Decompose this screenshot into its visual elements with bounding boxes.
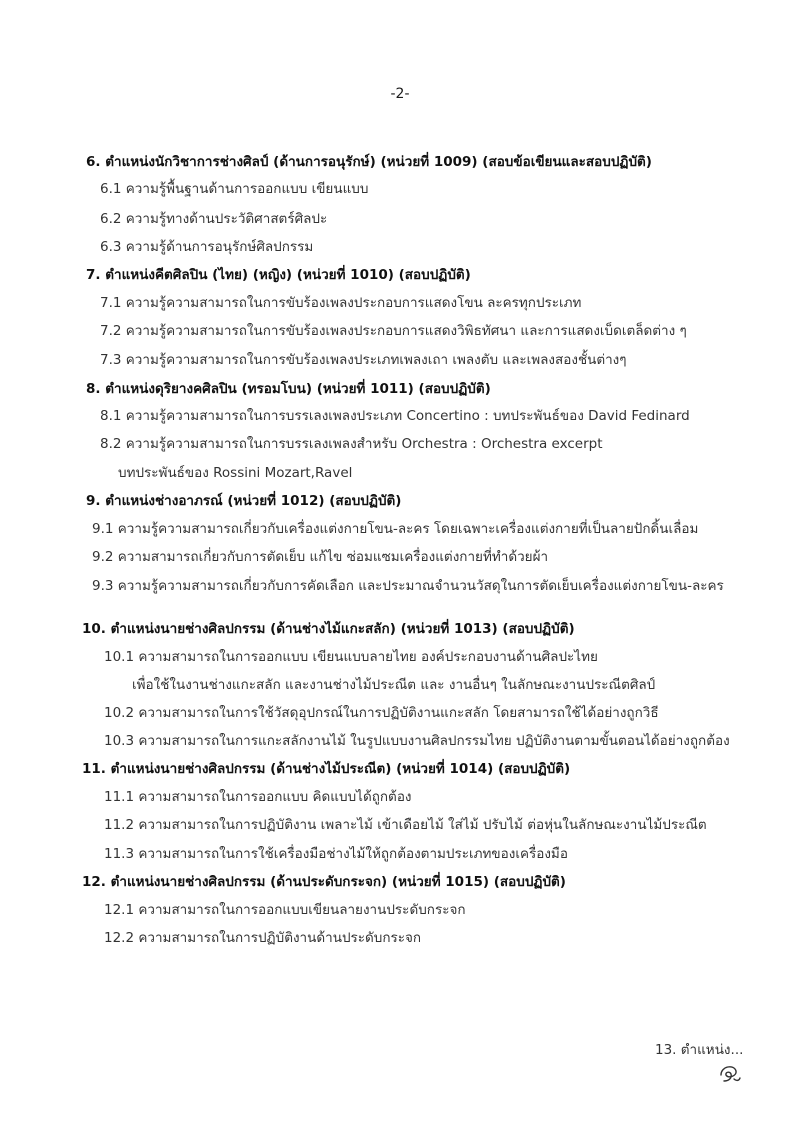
item-11-1: 11.1 ความสามารถในการออกแบบ คิดแบบได้ถูกต้อง xyxy=(104,789,412,805)
item-10-1: 10.1 ความสามารถในการออกแบบ เขียนแบบลายไทย องค์ประกอบงานด้านศิลปะไทย xyxy=(104,649,598,665)
item-7-2: 7.2 ความรู้ความสามารถในการขับร้องเพลงประกอบการแสดงวิพิธทัศนา และการแสดงเบ็ดเตล็ดต่าง ๆ xyxy=(100,323,687,339)
item-8-2-cont: บทประพันธ์ของ Rossini Mozart,Ravel xyxy=(118,465,353,481)
page-number: -2- xyxy=(390,86,410,102)
item-10-3: 10.3 ความสามารถในการแกะสลักงานไม้ ในรูปแบบงานศิลปกรรมไทย ปฏิบัติงานตามขั้นตอนได้อย่างถูกต้อง xyxy=(104,733,730,749)
item-11-2: 11.2 ความสามารถในการปฏิบัติงาน เพลาะไม้ เข้าเดือยไม้ ใส่ไม้ ปรับไม้ ต่อหุ่นในลักษณะงานไม้ประณีต xyxy=(104,817,707,833)
section-11-heading: 11. ตำแหน่งนายช่างศิลปกรรม (ด้านช่างไม้ประณีต) (หน่วยที่ 1014) (สอบปฏิบัติ) xyxy=(82,761,571,777)
item-8-1: 8.1 ความรู้ความสามารถในการบรรเลงเพลงประเภท Concertino : บทประพันธ์ของ David Fedinard xyxy=(100,408,690,424)
item-9-2: 9.2 ความสามารถเกี่ยวกับการตัดเย็บ แก้ไข ซ่อมแซมเครื่องแต่งกายที่ทำด้วยผ้า xyxy=(92,549,549,565)
continuation-note: 13. ตำแหน่ง... xyxy=(655,1042,744,1058)
item-6-3: 6.3 ความรู้ด้านการอนุรักษ์ศิลปกรรม xyxy=(100,239,314,255)
item-11-3: 11.3 ความสามารถในการใช้เครื่องมือช่างไม้ให้ถูกต้องตามประเภทของเครื่องมือ xyxy=(104,846,568,862)
item-8-2: 8.2 ความรู้ความสามารถในการบรรเลงเพลงสำหรับ Orchestra : Orchestra excerpt xyxy=(100,436,603,452)
item-6-1: 6.1 ความรู้พื้นฐานด้านการออกแบบ เขียนแบบ xyxy=(100,181,369,197)
item-6-2: 6.2 ความรู้ทางด้านประวัติศาสตร์ศิลปะ xyxy=(100,211,328,227)
item-7-1: 7.1 ความรู้ความสามารถในการขับร้องเพลงประกอบการแสดงโขน ละครทุกประเภท xyxy=(100,295,582,311)
section-6-heading: 6. ตำแหน่งนักวิชาการช่างศิลป์ (ด้านการอนุรักษ์) (หน่วยที่ 1009) (สอบข้อเขียนและสอบปฏิบัติ) xyxy=(86,154,652,170)
section-8-heading: 8. ตำแหน่งดุริยางคศิลปิน (ทรอมโบน) (หน่วยที่ 1011) (สอบปฏิบัติ) xyxy=(86,381,491,397)
section-12-heading: 12. ตำแหน่งนายช่างศิลปกรรม (ด้านประดับกระจก) (หน่วยที่ 1015) (สอบปฏิบัติ) xyxy=(82,874,566,890)
section-10-heading: 10. ตำแหน่งนายช่างศิลปกรรม (ด้านช่างไม้แกะสลัก) (หน่วยที่ 1013) (สอบปฏิบัติ) xyxy=(82,621,575,637)
initials-signature xyxy=(718,1062,742,1084)
section-9-heading: 9. ตำแหน่งช่างอาภรณ์ (หน่วยที่ 1012) (สอบปฏิบัติ) xyxy=(86,493,402,509)
section-7-heading: 7. ตำแหน่งคีตศิลปิน (ไทย) (หญิง) (หน่วยที่ 1010) (สอบปฏิบัติ) xyxy=(86,267,471,283)
item-12-1: 12.1 ความสามารถในการออกแบบเขียนลายงานประดับกระจก xyxy=(104,902,466,918)
item-9-3: 9.3 ความรู้ความสามารถเกี่ยวกับการคัดเลือก และประมาณจำนวนวัสดุในการตัดเย็บเครื่องแต่งกายโขน-ละคร xyxy=(92,578,724,594)
item-12-2: 12.2 ความสามารถในการปฏิบัติงานด้านประดับกระจก xyxy=(104,930,422,946)
item-7-3: 7.3 ความรู้ความสามารถในการขับร้องเพลงประเภทเพลงเถา เพลงตับ และเพลงสองชั้นต่างๆ xyxy=(100,352,627,368)
item-10-1-cont: เพื่อใช้ในงานช่างแกะสลัก และงานช่างไม้ประณีต และ งานอื่นๆ ในลักษณะงานประณีตศิลป์ xyxy=(132,677,656,693)
item-10-2: 10.2 ความสามารถในการใช้วัสดุอุปกรณ์ในการปฏิบัติงานแกะสลัก โดยสามารถใช้ได้อย่างถูกวิธี xyxy=(104,705,659,721)
item-9-1: 9.1 ความรู้ความสามารถเกี่ยวกับเครื่องแต่งกายโขน-ละคร โดยเฉพาะเครื่องแต่งกายที่เป็นลายปักดิ้นเลื่อม xyxy=(92,521,699,537)
